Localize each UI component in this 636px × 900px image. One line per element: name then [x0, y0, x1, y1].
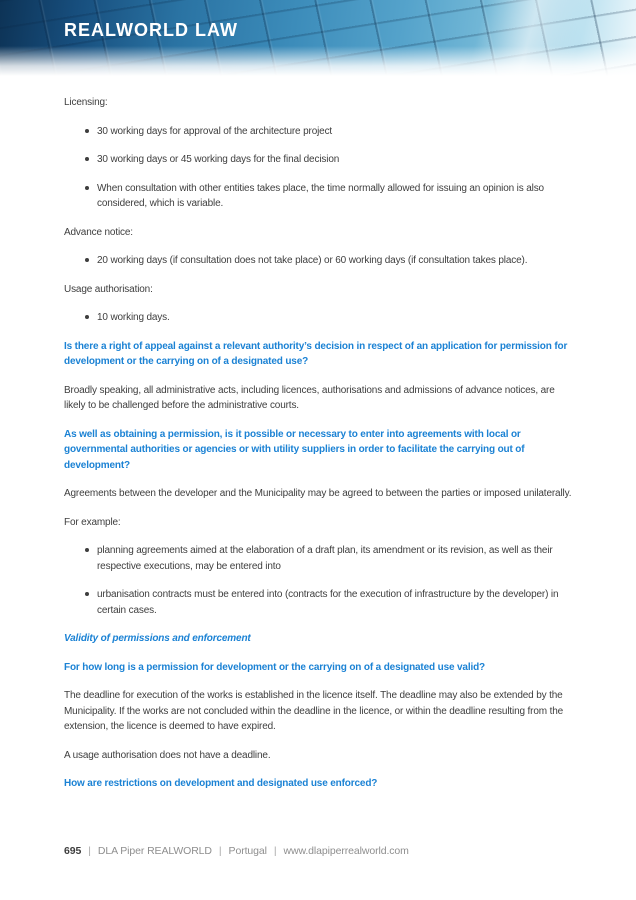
list-item [64, 181, 576, 212]
footer-website: www.dlapiperrealworld.com [283, 845, 409, 857]
question-heading: Is there a right of appeal against a relevant authority’s decision in respect of an application for permission for development or the carrying on of a designated use? [64, 340, 568, 367]
question-heading: How are restrictions on development and designated use enforced? [64, 778, 378, 789]
bullet-icon [85, 548, 89, 552]
list-item [64, 310, 576, 326]
paragraph: Usage authorisation: [64, 283, 153, 295]
list-item [64, 152, 576, 168]
header-banner [0, 0, 636, 80]
list-item-text: When consultation with other entities takes place, the time normally allowed for issuing an opinion is also considered, which is variable. [97, 182, 544, 209]
list-item [64, 543, 576, 574]
paragraph: Advance notice: [64, 226, 133, 238]
paragraph: Agreements between the developer and the Municipality may be agreed to between the parties or imposed unilaterally. [64, 488, 572, 499]
list-item-text: 30 working days or 45 working days for the final decision [97, 154, 340, 165]
section-heading: Validity of permissions and enforcement [64, 633, 251, 644]
bullet-icon [85, 258, 89, 262]
list-item-text: 10 working days. [97, 312, 170, 323]
bullet-icon [85, 129, 89, 133]
page-number: 695 [64, 845, 82, 857]
bullet-icon [85, 186, 89, 190]
question-heading: As well as obtaining a permission, is it possible or necessary to enter into agreements with local or governmental authorities or agencies or with utility suppliers in order to facilitate the carrying out of development? [64, 428, 525, 471]
brand-title: REALWORLD LAW [64, 20, 238, 40]
footer-separator: | [218, 845, 222, 857]
list-item-text: urbanisation contracts must be entered into (contracts for the execution of infrastructure by the developer) in certain cases. [97, 589, 559, 616]
paragraph: For example: [64, 516, 121, 528]
bullet-icon [85, 315, 89, 319]
paragraph: Broadly speaking, all administrative acts, including licences, authorisations and admissions of advance notices, are likely to be challenged before the administrative courts. [64, 384, 555, 411]
question-heading: For how long is a permission for development or the carrying on of a designated use valid? [64, 661, 486, 673]
paragraph: The deadline for execution of the works is established in the licence itself. The deadline may also be extended by the Municipality. If the works are not concluded within the deadline in the licence, or within the deadline resulting from the extension, the licence is deemed to have expired. [64, 690, 564, 732]
footer-separator: | [88, 845, 91, 857]
bullet-icon [85, 592, 89, 596]
list-item [64, 587, 576, 618]
paragraph: A usage authorisation does not have a deadline. [64, 749, 271, 761]
list-item [64, 253, 576, 269]
footer-region: Portugal [228, 845, 267, 857]
list-item-text: 20 working days (if consultation does not take place) or 60 working days (if consultation takes place). [97, 255, 528, 266]
footer-separator: | [273, 845, 277, 857]
bullet-icon [85, 157, 89, 161]
list-item [64, 124, 576, 140]
footer-brand: DLA Piper REALWORLD [97, 845, 212, 857]
paragraph: Licensing: [64, 97, 108, 108]
page-content [64, 95, 576, 805]
page-footer [64, 845, 409, 857]
list-item-text: planning agreements aimed at the elaboration of a draft plan, its amendment or its revision, as well as their respective executions, may be entered into [97, 545, 553, 572]
list-item-text: 30 working days for approval of the architecture project [97, 125, 333, 137]
